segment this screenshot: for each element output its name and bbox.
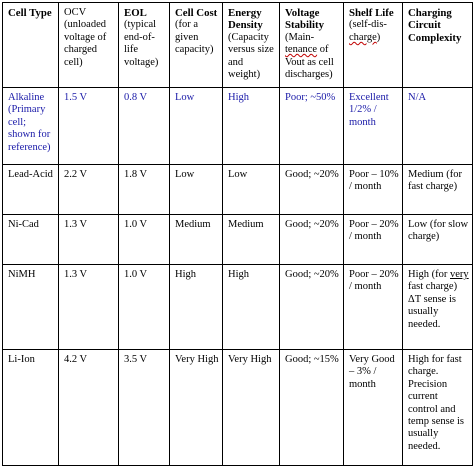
header-voltage-stability bbox=[280, 3, 344, 88]
cell-cost: Low bbox=[170, 88, 223, 165]
header-row bbox=[3, 3, 473, 88]
cell-type: Alkaline (Primary cell; shown for reference) bbox=[3, 88, 59, 165]
cell-ocv: 1.3 V bbox=[59, 215, 119, 265]
cell-ocv: 1.3 V bbox=[59, 265, 119, 350]
cell-cost: High bbox=[170, 265, 223, 350]
table-row-nimh bbox=[3, 265, 473, 350]
header-subtitle: (unloaded voltage of charged cell) bbox=[64, 19, 107, 68]
header-subtitle bbox=[349, 19, 399, 44]
cell-energy-density: Medium bbox=[223, 215, 280, 265]
header-charging-complexity bbox=[403, 3, 473, 88]
cell-shelf-life: Very Good – 3% / month bbox=[344, 350, 403, 466]
cell-energy-density: High bbox=[223, 88, 280, 165]
header-subtitle-part: ) bbox=[376, 31, 381, 43]
battery-comparison-table bbox=[2, 2, 473, 466]
charging-text-part: very bbox=[450, 269, 469, 280]
header-subtitle-part: of Vout as cell discharges) bbox=[285, 44, 334, 81]
header-subtitle: (for a given capacity) bbox=[175, 19, 214, 56]
cell-energy-density: Low bbox=[223, 165, 280, 215]
cell-type: Lead-Acid bbox=[3, 165, 59, 215]
cell-voltage-stability: Good; ~15% bbox=[280, 350, 344, 466]
table-row-li-ion bbox=[3, 350, 473, 466]
header-title: Cell Type bbox=[8, 7, 52, 19]
header-subtitle-part: charge bbox=[349, 31, 377, 43]
cell-charging-complexity: Low (for slow charge) bbox=[403, 215, 473, 265]
charging-text-part: ΔT sense is usually needed. bbox=[408, 293, 456, 330]
cell-voltage-stability: Poor; ~50% bbox=[280, 88, 344, 165]
cell-energy-density: Very High bbox=[223, 350, 280, 466]
header-ocv bbox=[59, 3, 119, 88]
cell-shelf-life: Poor – 20% / month bbox=[344, 215, 403, 265]
cell-voltage-stability: Good; ~20% bbox=[280, 265, 344, 350]
header-subtitle-part: (Main- bbox=[285, 31, 315, 43]
header-subtitle-part: (self-dis- bbox=[349, 19, 387, 31]
table-row-ni-cad bbox=[3, 215, 473, 265]
cell-eol: 0.8 V bbox=[119, 88, 170, 165]
cell-eol: 3.5 V bbox=[119, 350, 170, 466]
header-cell-type bbox=[3, 3, 59, 88]
cell-charging-complexity bbox=[403, 265, 473, 350]
cell-ocv: 2.2 V bbox=[59, 165, 119, 215]
cell-type: NiMH bbox=[3, 265, 59, 350]
cell-shelf-life: Poor – 20% / month bbox=[344, 265, 403, 350]
header-cell-cost bbox=[170, 3, 223, 88]
header-subtitle: (Capacity versus size and weight) bbox=[228, 31, 274, 81]
header-subtitle-part: tenance bbox=[285, 44, 318, 56]
cell-eol: 1.0 V bbox=[119, 215, 170, 265]
cell-eol: 1.8 V bbox=[119, 165, 170, 215]
cell-shelf-life: Poor – 10% / month bbox=[344, 165, 403, 215]
cell-cost: Medium bbox=[170, 215, 223, 265]
header-title: Cell Cost bbox=[175, 7, 218, 19]
cell-type: Ni-Cad bbox=[3, 215, 59, 265]
cell-cost: Very High bbox=[170, 350, 223, 466]
cell-charging-complexity: Medium (for fast charge) bbox=[403, 165, 473, 215]
cell-voltage-stability: Good; ~20% bbox=[280, 165, 344, 215]
header-subtitle bbox=[285, 32, 340, 82]
cell-ocv: 4.2 V bbox=[59, 350, 119, 466]
header-title: Energy Density bbox=[228, 7, 263, 32]
header-title: Shelf Life bbox=[349, 7, 394, 19]
cell-energy-density: High bbox=[223, 265, 280, 350]
cell-type: Li-Ion bbox=[3, 350, 59, 466]
header-title: EOL bbox=[124, 7, 147, 19]
header-title: Charging Circuit Complexity bbox=[408, 7, 462, 44]
cell-charging-complexity: N/A bbox=[403, 88, 473, 165]
cell-voltage-stability: Good; ~20% bbox=[280, 215, 344, 265]
header-title: OCV bbox=[64, 7, 87, 18]
table-row-alkaline bbox=[3, 88, 473, 165]
table-row-lead-acid bbox=[3, 165, 473, 215]
header-energy-density bbox=[223, 3, 280, 88]
cell-shelf-life: Excellent 1/2% / month bbox=[344, 88, 403, 165]
header-shelf-life bbox=[344, 3, 403, 88]
charging-text-part: High (for bbox=[408, 269, 450, 280]
cell-ocv: 1.5 V bbox=[59, 88, 119, 165]
charging-text-part: fast charge) bbox=[408, 281, 458, 293]
header-title: Voltage Stability bbox=[285, 7, 324, 32]
cell-eol: 1.0 V bbox=[119, 265, 170, 350]
header-eol bbox=[119, 3, 170, 88]
cell-cost: Low bbox=[170, 165, 223, 215]
cell-charging-complexity: High for fast charge. Precision current control and temp sense is usually needed. bbox=[403, 350, 473, 466]
header-subtitle: (typical end-of-life voltage) bbox=[124, 19, 159, 68]
